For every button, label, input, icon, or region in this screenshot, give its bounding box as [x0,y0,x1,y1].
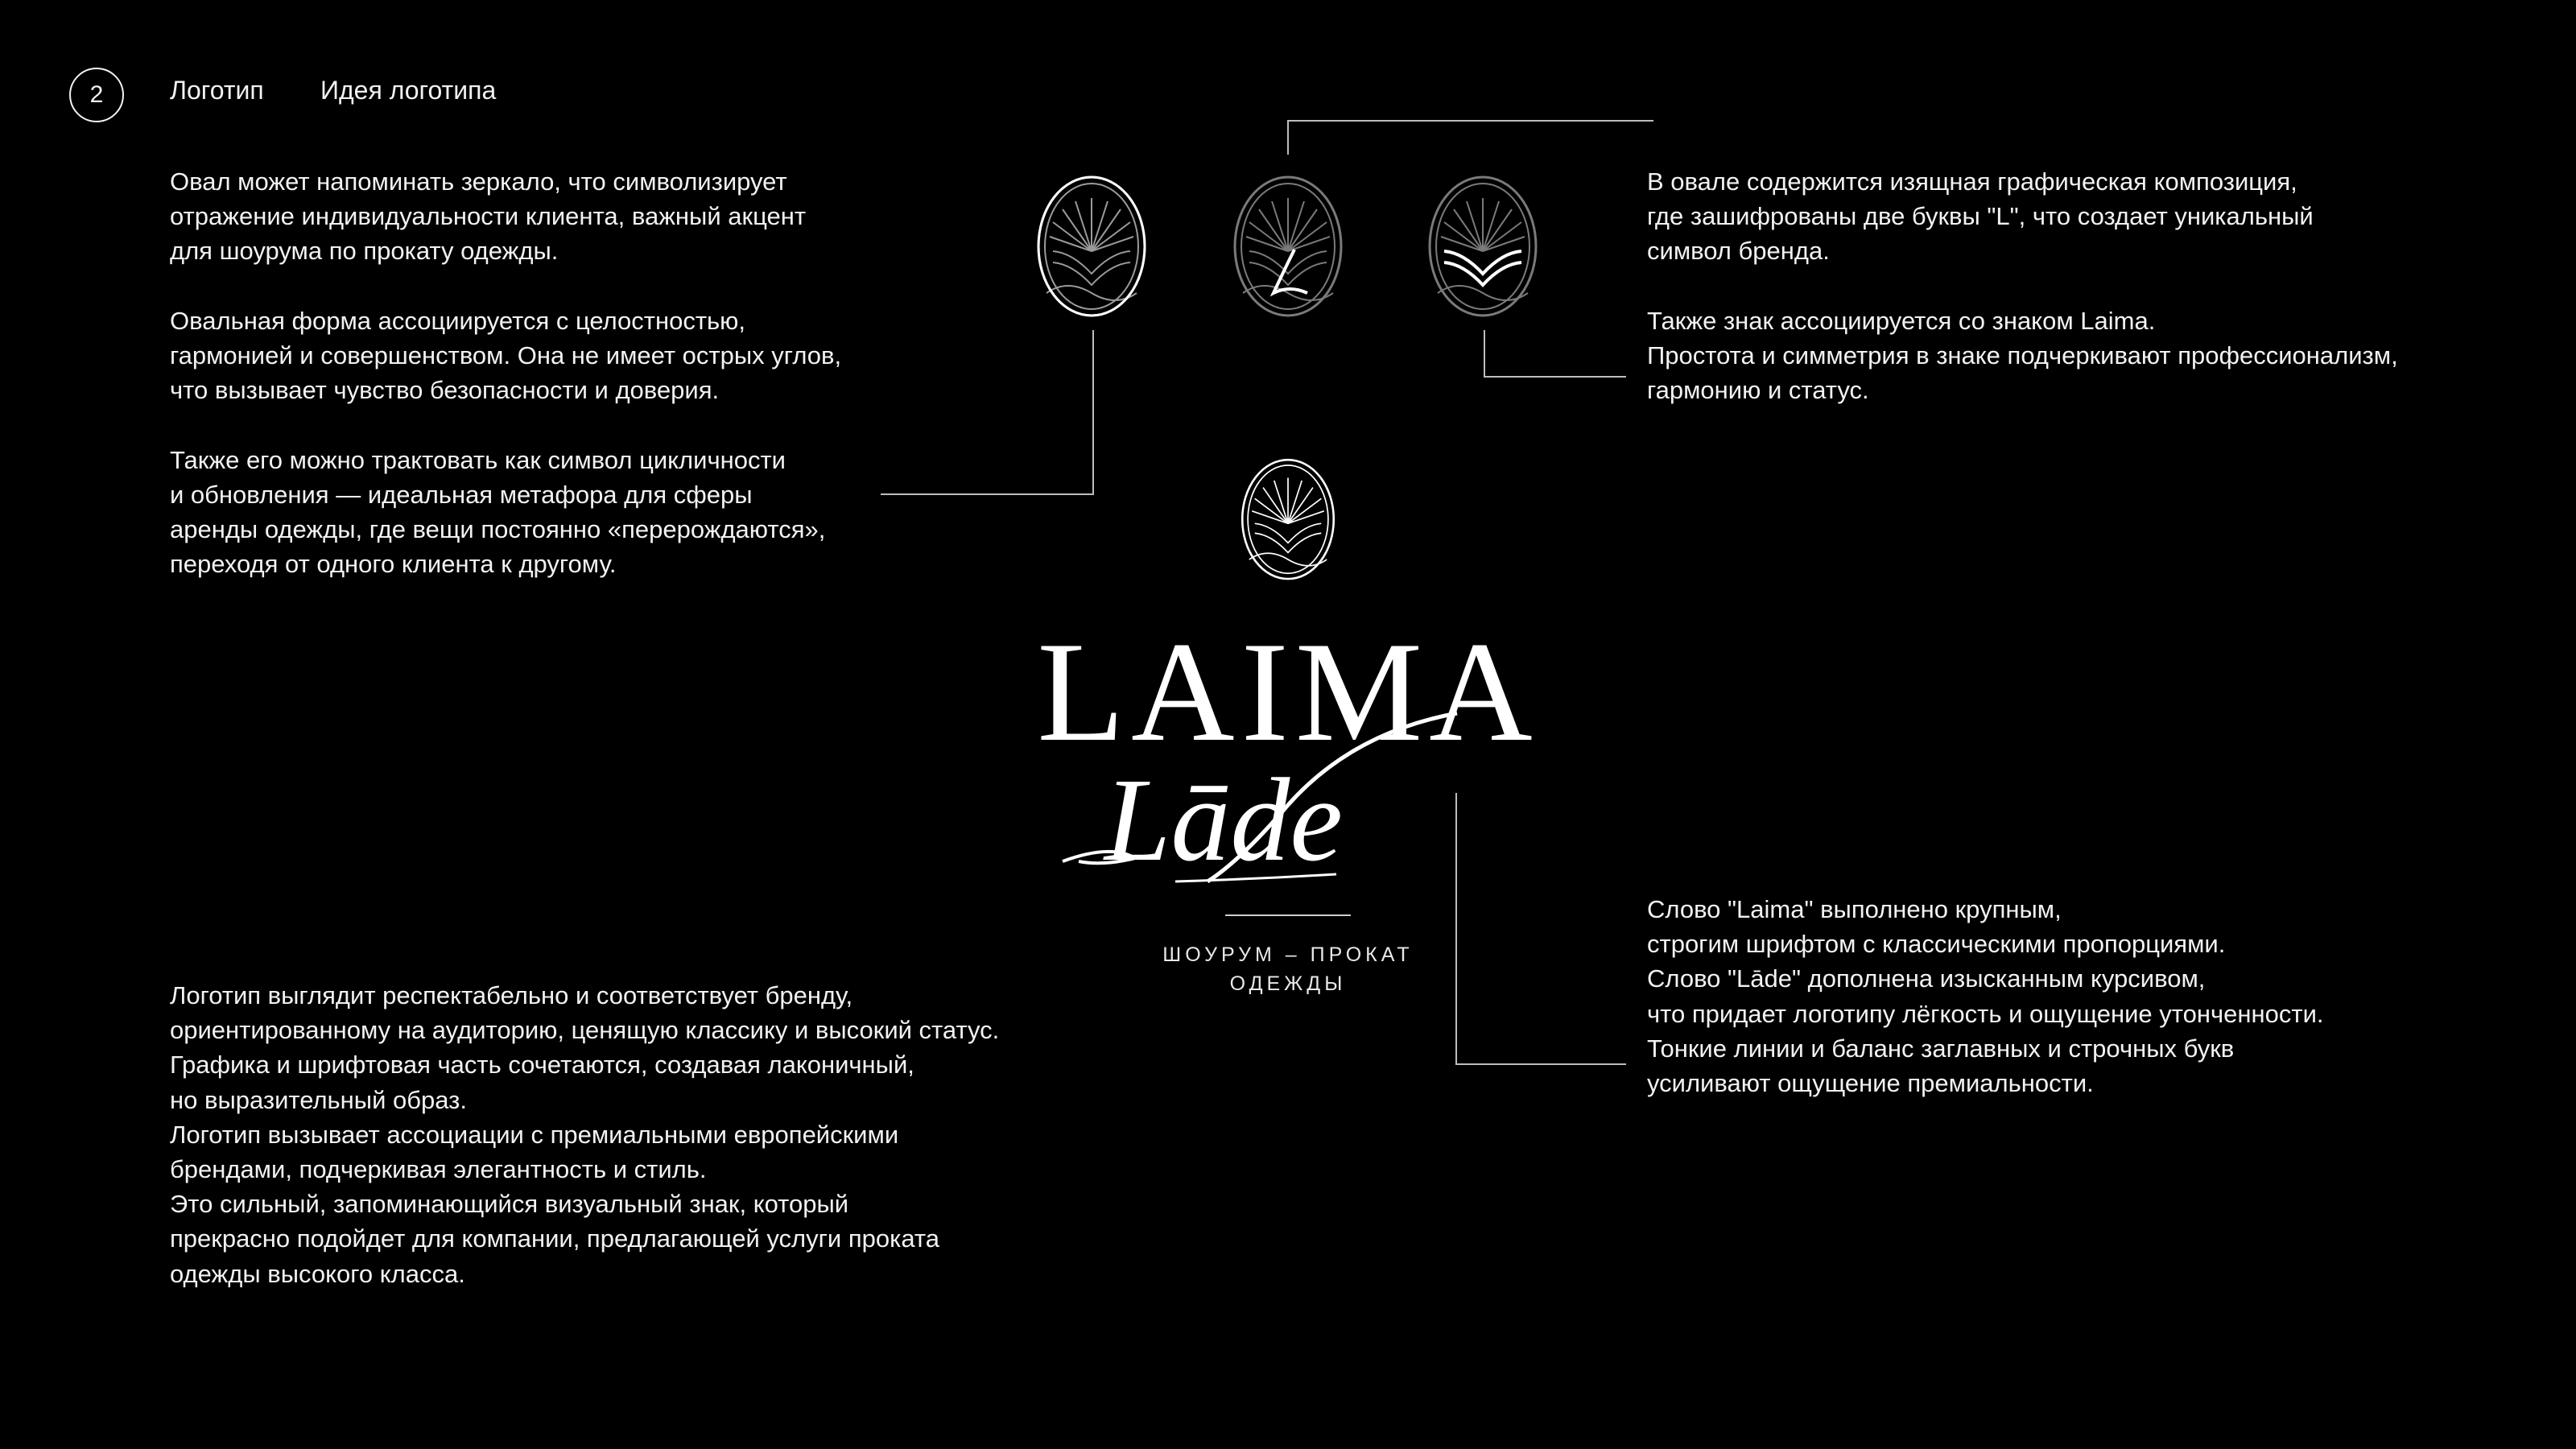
emblem-variant-3-icon [1426,172,1539,322]
wordmark-lade: Lāde [1104,754,1343,886]
text-gap [170,269,841,303]
summary-text [170,978,999,1291]
composition-text [1647,164,2398,407]
text-line: Овальная форма ассоциируется с целостностью, [170,306,746,335]
text-line: что вызывает чувство безопасности и доверия. [170,376,720,405]
connector-top [1288,121,1653,155]
text-line: и обновления — идеальная метафора для сферы [170,480,753,509]
tagline-line-2: ОДЕЖДЫ [1229,972,1347,995]
connector-left [881,330,1093,494]
connector-bottom [1456,793,1626,1064]
text-line: усиливают ощущение премиальности. [1647,1069,2094,1098]
subsection-title: Идея логотипа [320,76,497,105]
connector-right [1484,330,1626,377]
section-title: Логотип [170,76,264,105]
text-line: аренды одежды, где вещи постоянно «перерождаются», [170,515,826,543]
text-line: Это сильный, запоминающийся визуальный знак, который [170,1190,849,1219]
section-number: 2 [89,81,104,108]
text-line: Слово "Lāde" дополнена изысканным курсивом, [1647,964,2206,993]
text-line: одежды высокого класса. [170,1259,465,1288]
text-line: Также знак ассоциируется со знаком Laima. [1647,306,2156,335]
wordmark-laima: LAIMA [1037,612,1539,771]
text-line: В овале содержится изящная графическая композиция, [1647,167,2297,196]
text-line: что придает логотипу лёгкость и ощущение утонченности. [1647,999,2324,1028]
text-line: где зашифрованы две буквы "L", что создает уникальный [1647,202,2314,231]
text-line: Логотип выглядит респектабельно и соответствует бренду, [170,981,853,1009]
text-line: Графика и шрифтовая часть сочетаются, создавая лаконичный, [170,1051,914,1080]
tagline-divider [1225,914,1351,916]
text-line: ориентированному на аудиторию, ценящую классику и высокий статус. [170,1016,1000,1045]
text-line: Простота и симметрия в знаке подчеркивают профессионализм, [1647,341,2398,369]
text-line: строгим шрифтом с классическими пропорциями. [1647,930,2226,959]
text-line: но выразительный образ. [170,1085,467,1114]
text-line: Слово "Laima" выполнено крупным, [1647,895,2062,923]
text-gap [1647,269,2398,303]
text-line: переходя от одного клиента к другому. [170,550,617,579]
tagline-line-1: ШОУРУМ – ПРОКАТ [1162,943,1414,966]
text-line: брендами, подчеркивая элегантность и стиль. [170,1155,707,1184]
text-line: Также его можно трактовать как символ цикличности [170,445,786,474]
emblem-variant-1-icon [1035,172,1148,322]
logo-tagline [1127,940,1449,998]
emblem-variant-2-icon [1232,172,1344,322]
text-gap [170,407,841,442]
text-line: Тонкие линии и баланс заглавных и строчных букв [1647,1034,2235,1063]
text-line: символ бренда. [1647,237,1830,266]
text-line: гармонию и статус. [1647,376,1869,405]
text-line: для шоурума по прокату одежды. [170,237,559,266]
typography-text [1647,892,2324,1100]
text-line: Овал может напоминать зеркало, что символизирует [170,167,787,196]
oval-meaning-text [170,164,841,581]
text-line: Логотип вызывает ассоциации с премиальными европейскими [170,1120,899,1149]
text-line: прекрасно подойдет для компании, предлагающей услуги проката [170,1224,940,1253]
text-line: гармонией и совершенством. Она не имеет острых углов, [170,341,842,369]
text-line: отражение индивидуальности клиента, важный акцент [170,202,807,231]
main-emblem-icon [1236,456,1340,584]
